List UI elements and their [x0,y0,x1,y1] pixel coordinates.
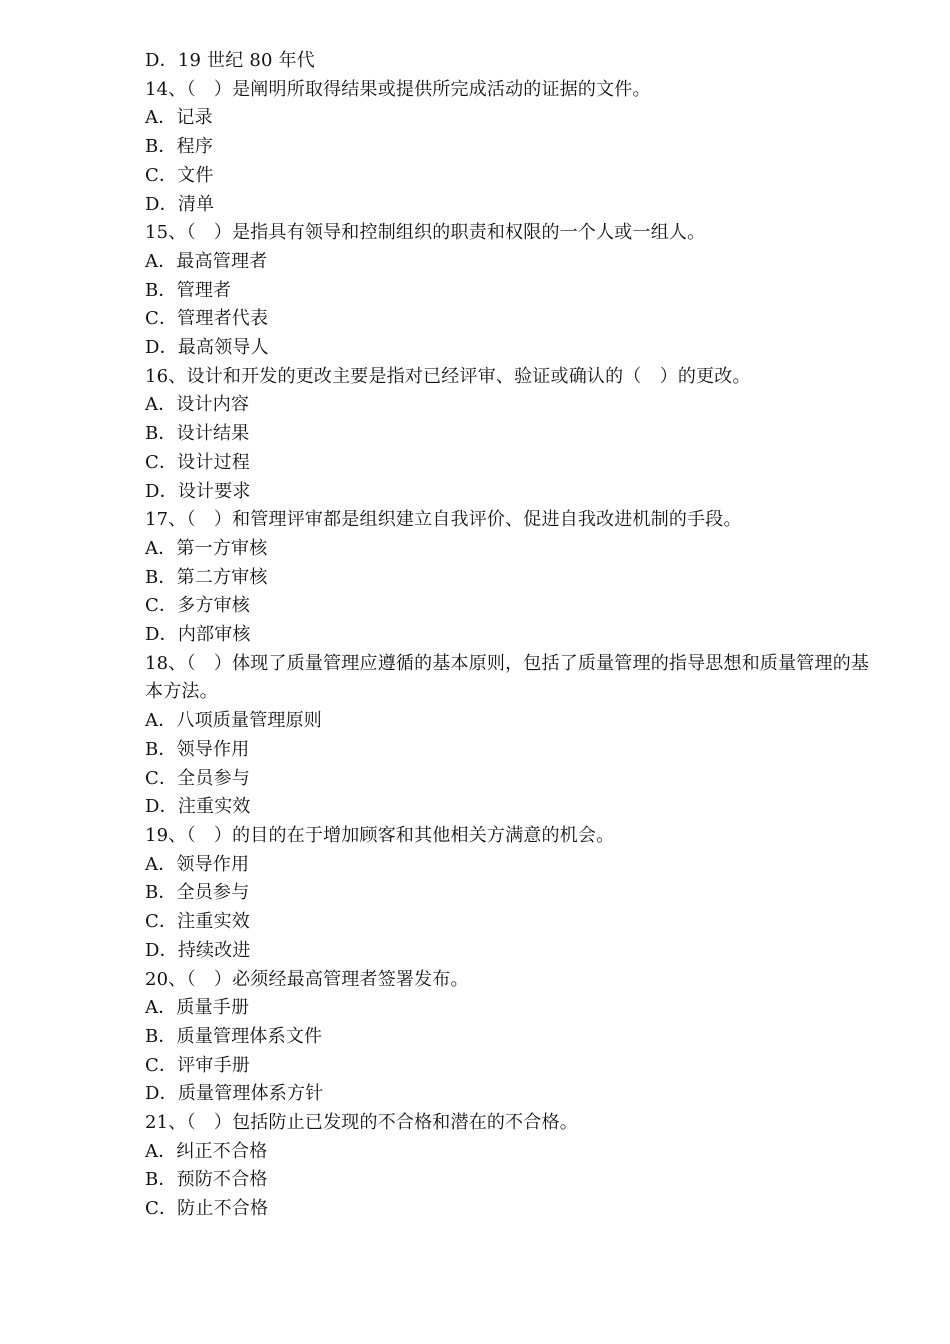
answer-option: A．设计内容 [145,394,250,416]
answer-option: C．设计过程 [145,451,250,473]
question-text: 15、（ ）是指具有领导和控制组织的职责和权限的一个人或一组人。 [145,222,706,244]
answer-option: C．文件 [145,164,214,186]
answer-option: A．最高管理者 [145,250,268,272]
question-text: 17、（ ）和管理评审都是组织建立自我评价、促进自我改进机制的手段。 [145,509,742,531]
answer-option: B．设计结果 [145,423,250,445]
question-text: 18、（ ）体现了质量管理应遵循的基本原则，包括了质量管理的指导思想和质量管理的基本方法。 [145,652,870,703]
answer-option: A．领导作用 [145,853,250,875]
answer-option: A．第一方审核 [145,537,268,559]
question-text: 19、（ ）的目的在于增加顾客和其他相关方满意的机会。 [145,824,615,846]
answer-option: B．全员参与 [145,882,250,904]
answer-option: A．八项质量管理原则 [145,710,322,732]
answer-option: B．预防不合格 [145,1169,268,1191]
answer-option: D．质量管理体系方针 [145,1083,324,1105]
answer-option: D．内部审核 [145,624,251,646]
answer-option: B．管理者 [145,279,232,301]
answer-option: B．领导作用 [145,738,250,760]
answer-option: C．全员参与 [145,767,250,789]
question-text: 16、设计和开发的更改主要是指对已经评审、验证或确认的（ ）的更改。 [145,365,751,387]
answer-option: D．注重实效 [145,796,251,818]
answer-option: C．评审手册 [145,1054,250,1076]
answer-option: A．纠正不合格 [145,1140,268,1162]
answer-option: B．第二方审核 [145,566,268,588]
answer-option: C．注重实效 [145,911,250,933]
answer-option: C．管理者代表 [145,308,269,330]
answer-option: D．设计要求 [145,480,251,502]
answer-option: B．程序 [145,136,214,158]
answer-option: A．质量手册 [145,997,250,1019]
question-text: 21、（ ）包括防止已发现的不合格和潜在的不合格。 [145,1112,578,1134]
answer-option: A．记录 [145,107,213,129]
answer-option: D．持续改进 [145,939,251,961]
question-text: 20、（ ）必须经最高管理者签署发布。 [145,968,469,990]
answer-option: D．清单 [145,193,215,215]
answer-option: C．防止不合格 [145,1198,269,1220]
answer-option: B．质量管理体系文件 [145,1025,323,1047]
question-text: 14、（ ）是阐明所取得结果或提供所完成活动的证据的文件。 [145,78,651,100]
answer-option: D．最高领导人 [145,337,269,359]
answer-option: C．多方审核 [145,595,250,617]
answer-option: D．19 世纪 80 年代 [145,50,316,71]
question-list [145,47,880,1224]
